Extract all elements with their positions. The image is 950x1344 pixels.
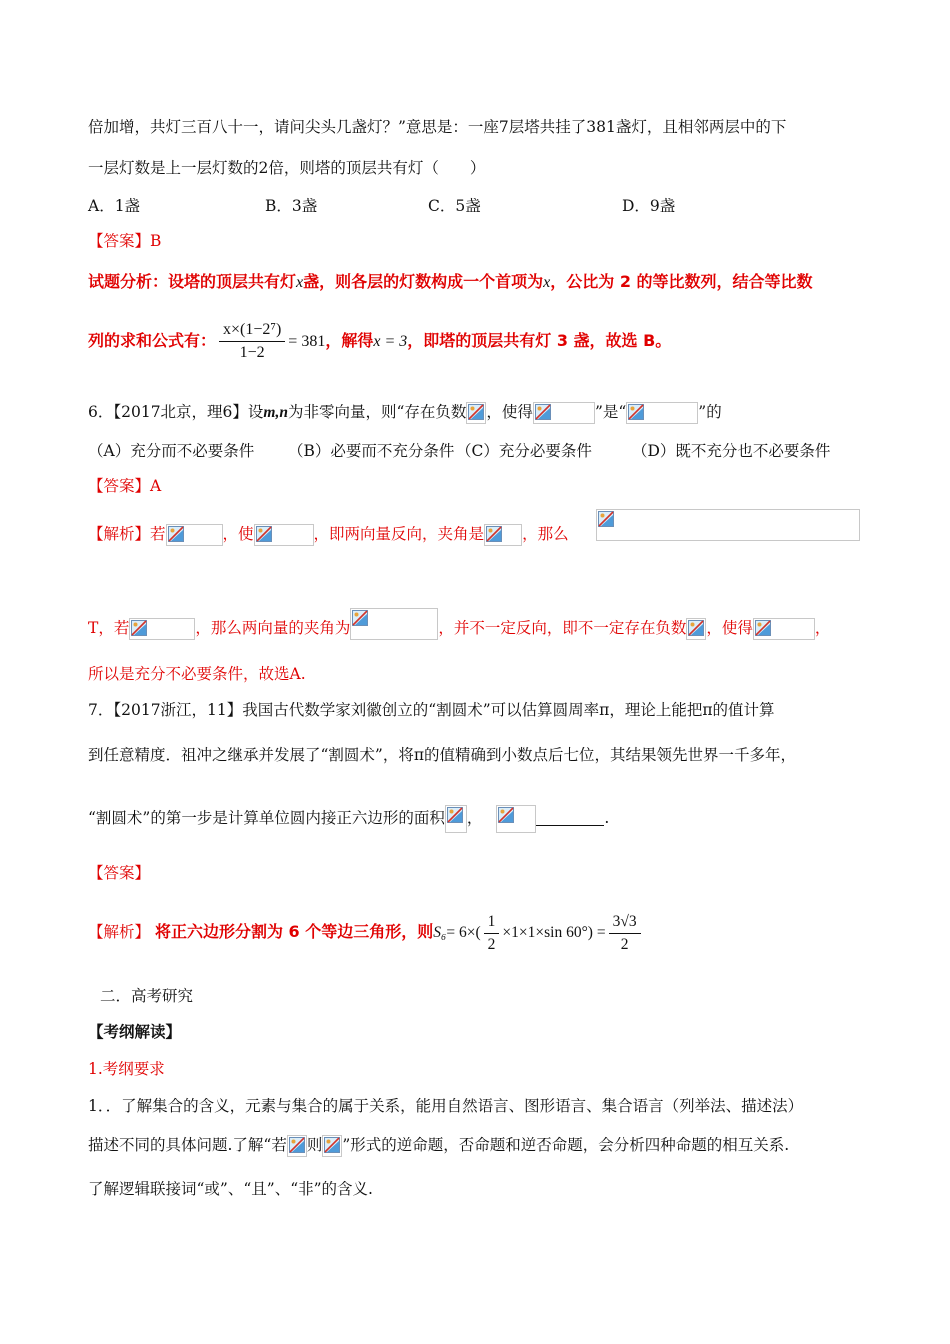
q6-explanation-text: ，那么两向量的夹角为 [195, 619, 351, 637]
q5-analysis-text: ，即塔的顶层共有灯 3 盏，故选 B。 [407, 331, 672, 350]
q6-explanation-text: ，使得 [706, 619, 753, 637]
q6-explanation-text: 若 [150, 525, 166, 543]
formula-part: = 6×( [446, 924, 481, 941]
q7-answer: 【答案】 [88, 864, 151, 882]
image-placeholder-icon [322, 1135, 342, 1157]
q7-stem-line-3 [88, 805, 609, 833]
q7-stem-line-2: 到任意精度．祖冲之继承并发展了“割圆术”，将π的值精确到小数点后七位，其结果领先世界一千多年， [88, 746, 797, 764]
q5-analysis-line-1 [88, 271, 813, 294]
q5-option-b: B．3盏 [265, 197, 318, 215]
q7-stem-text: ， [466, 809, 483, 827]
image-placeholder-icon [254, 524, 314, 546]
formula-part: ×1×1×sin 60°) = [502, 924, 606, 941]
q5-analysis-text: ，公比为 2 的等比数列，结合等比数 [550, 272, 813, 291]
q6-conclusion: 所以是充分不必要条件，故选A. [88, 665, 306, 683]
formula-denominator: 1−2 [239, 344, 265, 361]
section-paragraph-2 [88, 1134, 789, 1157]
q6-explanation-text: ，使 [222, 525, 254, 543]
q6-option-b: （B）必要而不充分条件 [288, 442, 455, 460]
formula-denominator: 2 [487, 935, 496, 953]
section-text: 描述不同的具体问题.了解“若 [88, 1136, 287, 1154]
q5-analysis-text: 盏，则各层的灯数构成一个首项为 [303, 272, 544, 291]
section-item-title: 1.考纲要求 [88, 1060, 165, 1078]
q6-explanation-text: ， [814, 619, 831, 637]
q6-explanation-text: T，若 [88, 619, 130, 637]
image-placeholder-icon [496, 805, 536, 833]
image-placeholder-icon [129, 618, 195, 640]
q6-option-a: （A）充分而不必要条件 [88, 442, 255, 460]
image-placeholder-icon [533, 402, 595, 424]
image-placeholder-icon [626, 402, 698, 424]
image-placeholder-icon [166, 524, 223, 546]
formula-fraction-result [609, 911, 641, 956]
q5-sum-formula [219, 319, 285, 364]
q5-variable-x: x [543, 274, 551, 291]
q5-analysis-line-2 [88, 316, 671, 367]
image-placeholder-icon [596, 509, 860, 541]
q6-stem-text: ，使得 [486, 403, 533, 421]
formula-numerator: 3√3 [609, 911, 641, 934]
q7-explanation [88, 908, 644, 957]
q6-stem-text: ”的 [698, 403, 722, 421]
image-placeholder-icon [287, 1135, 307, 1157]
q5-solution: x = 3 [373, 333, 408, 350]
q7-explanation-text: 将正六边形分割为 6 个等边三角形，则 [154, 922, 434, 941]
q6-stem-text: 为非零向量，则“存在负数 [287, 403, 467, 421]
q5-variable-x: x [296, 274, 304, 291]
q7-stem-line-1: 7．【2017浙江，11】我国古代数学家刘徽创立的“割圆术”可以估算圆周率π，理论上能把π的值计算 [88, 701, 775, 719]
q6-explanation-text: ，那么 [522, 525, 569, 543]
section-paragraph-1: 1．．了解集合的含义，元素与集合的属于关系，能用自然语言、图形语言、集合语言（列举法、描述法） [88, 1097, 804, 1115]
q6-answer: 【答案】A [88, 477, 162, 495]
image-placeholder-icon [445, 805, 467, 833]
section-text: ”形式的逆命题，否命题和逆否命题，会分析四种命题的相互关系. [342, 1136, 790, 1154]
image-placeholder-icon [466, 402, 486, 424]
q5-analysis-text: 列的求和公式有： [88, 331, 217, 350]
formula-denominator: 2 [620, 935, 629, 953]
q6-option-c: （C）充分必要条件 [456, 442, 592, 460]
section-subheading: 【考纲解读】 [88, 1023, 182, 1041]
image-placeholder-icon [753, 618, 815, 640]
q6-explanation-text: ，并不一定反向，即不一定存在负数 [438, 619, 687, 637]
q6-stem-text: ”是“ [594, 403, 627, 421]
formula-numerator: x×(1−2⁷) [219, 319, 285, 342]
q7-stem-text: “割圆术”的第一步是计算单位圆内接正六边形的面积 [88, 809, 445, 827]
q5-option-c: C．5盏 [428, 197, 481, 215]
section-text: 则 [306, 1136, 323, 1154]
q5-option-a: A．1盏 [88, 197, 141, 215]
formula-equals: = 381 [288, 333, 326, 350]
q6-stem-text: 6．【2017北京，理6】设 [88, 403, 264, 421]
q6-vector-vars: m,n [263, 404, 288, 421]
formula-fraction-half [484, 911, 500, 956]
answer-blank-line [536, 813, 604, 826]
section-paragraph-3: 了解逻辑联接词“或”、“且”、“非”的含义. [88, 1180, 373, 1198]
q7-stem-text: . [604, 809, 610, 827]
image-placeholder-icon [484, 524, 522, 546]
q5-option-d: D．9盏 [622, 197, 676, 215]
image-placeholder-icon [686, 618, 706, 640]
q6-explanation-line-2 [88, 608, 830, 640]
q5-analysis-text: ，解得 [325, 331, 374, 350]
q6-explanation-tag: 【解析】 [88, 525, 151, 543]
q6-explanation-text: ，即两向量反向，夹角是 [313, 525, 485, 543]
q6-stem [88, 401, 722, 424]
q5-stem-line-1: 倍加增，共灯三百八十一，请问尖头几盏灯？”意思是：一座7层塔共挂了381盏灯，且相邻两层中的下 [88, 118, 787, 136]
formula-numerator: 1 [484, 911, 500, 934]
q6-option-d: （D）既不充分也不必要条件 [632, 442, 831, 460]
q5-stem-line-2: 一层灯数是上一层灯数的2倍，则塔的顶层共有灯（ ） [88, 159, 486, 177]
section-heading: 二．高考研究 [100, 987, 194, 1005]
q5-analysis-text: 试题分析：设塔的顶层共有灯 [88, 272, 297, 291]
q7-explanation-tag: 【解析】 [88, 923, 151, 941]
formula-s6: S₆ [433, 924, 447, 941]
q6-explanation-line-1 [88, 523, 569, 546]
image-placeholder-icon [350, 608, 438, 640]
q5-answer: 【答案】B [88, 232, 162, 250]
